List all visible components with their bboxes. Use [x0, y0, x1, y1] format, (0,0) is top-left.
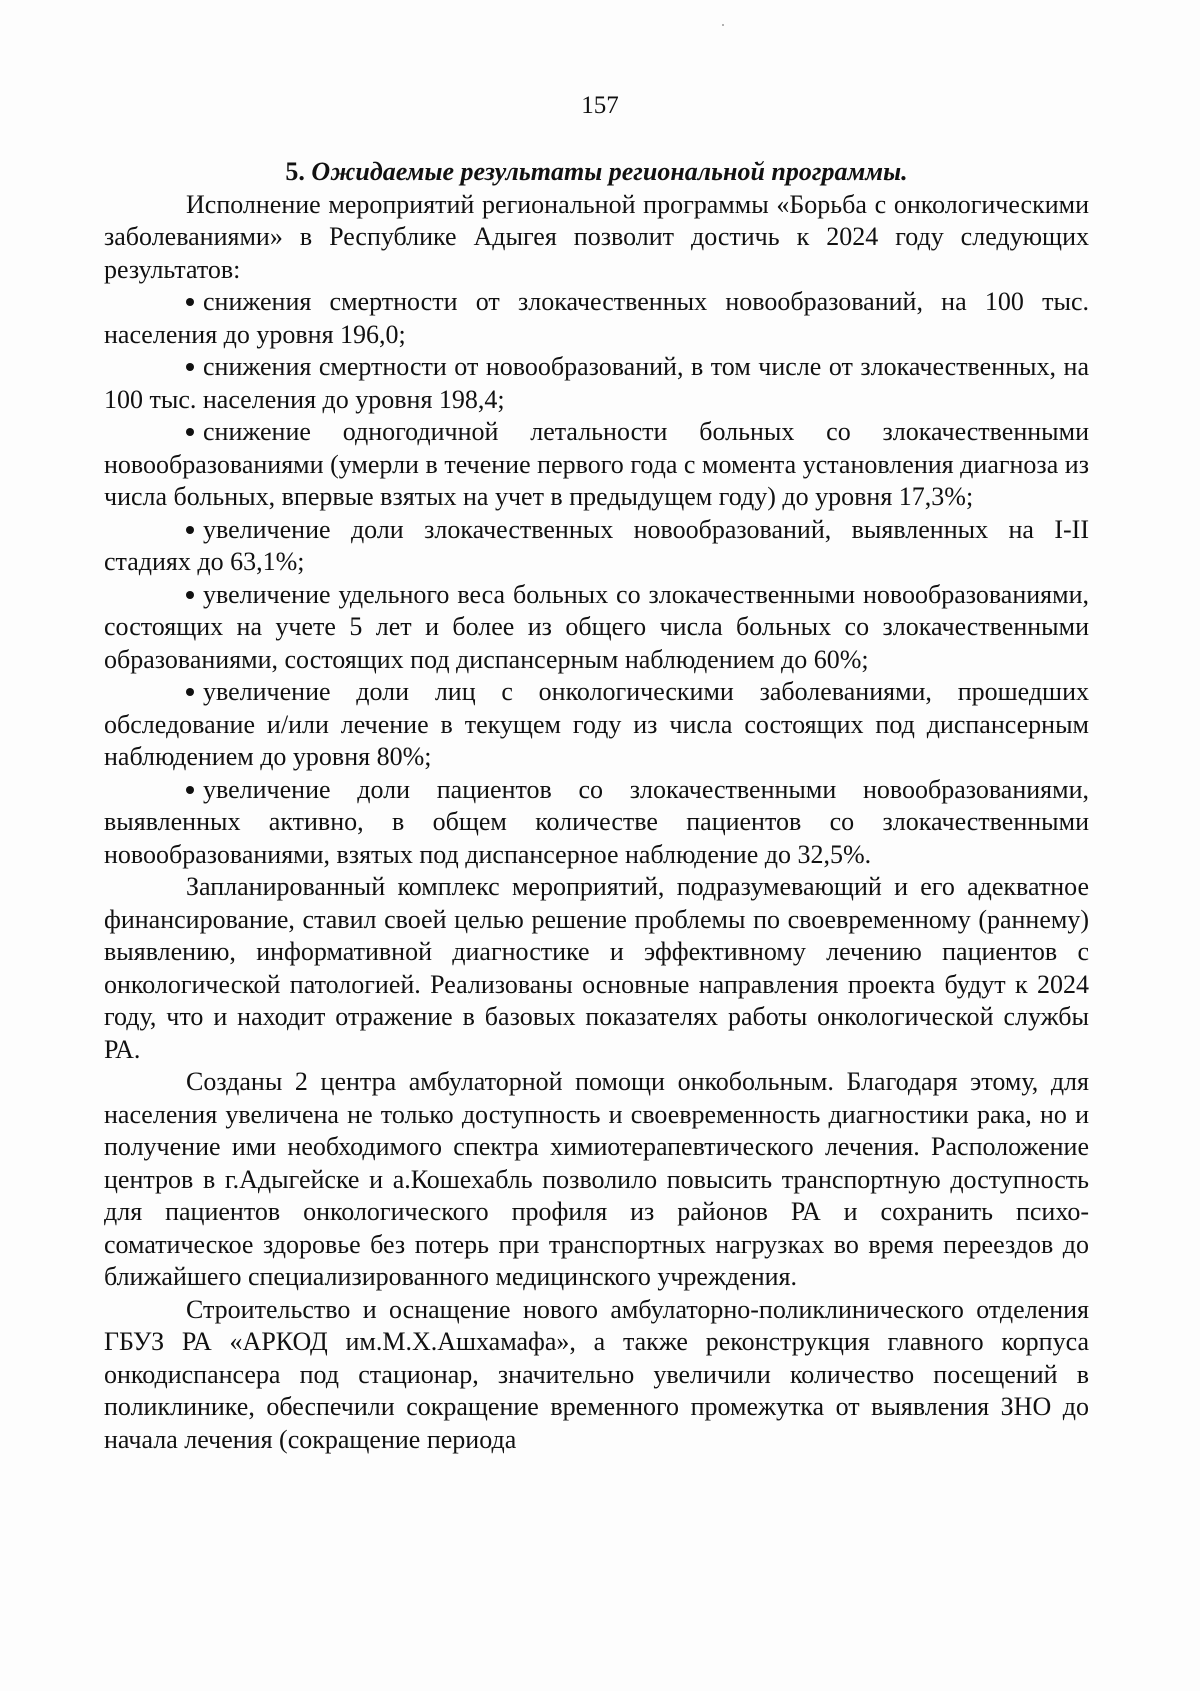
list-item	[104, 676, 1089, 774]
bullet-icon	[186, 591, 194, 599]
list-item-text: снижения смертности от новообразований, в том числе от злокачественных, на 100 тыс. населения до уровня 198,4;	[104, 352, 1089, 414]
list-item-text: увеличение удельного веса больных со злокачественными новообразованиями, состоящих на учете 5 лет и более из общего числа больных со злокачественными образованиями, состоящих под диспансерным наблюдением до 60%;	[104, 579, 1089, 674]
list-item-text: увеличение доли злокачественных новообразований, выявленных на I-II стадиях до 63,1%;	[104, 514, 1089, 576]
document-body	[104, 156, 1089, 1456]
list-item-text: снижения смертности от злокачественных новообразований, на 100 тыс. населения до уровня 196,0;	[104, 287, 1089, 349]
list-item-text: снижение одногодичной летальности больных со злокачественными новообразованиями (умерли в течение первого года с момента установления диагноза из числа больных, впервые взятых на учет в предыдущем году) до уровня 17,3%;	[104, 417, 1089, 511]
list-item	[104, 514, 1089, 579]
bullet-icon	[186, 298, 194, 306]
list-item	[104, 579, 1089, 677]
bullet-icon	[186, 688, 194, 696]
list-item	[104, 774, 1089, 872]
bullet-icon	[186, 363, 194, 371]
section-title: Ожидаемые результаты региональной программы.	[311, 157, 908, 186]
list-item	[104, 416, 1089, 514]
bullet-icon	[186, 428, 194, 436]
results-list	[104, 286, 1089, 871]
page-number: 157	[581, 92, 619, 119]
section-number: 5.	[285, 157, 305, 186]
body-paragraph: Запланированный комплекс мероприятий, подразумевающий и его адекватное финансирование, ставил своей целью решение проблемы по своевременному (раннему) выявлению, информативной диагностике и эффективному лечению пациентов с онкологической патологией. Реализованы основные направления проекта будут к 2024 году, что и находит отражение в базовых показателях работы онкологической службы РА.	[104, 872, 1089, 1064]
list-item-text: увеличение доли лиц с онкологическими заболеваниями, прошедших обследование и/или лечение в текущем году из числа состоящих под диспансерным наблюдением до уровня 80%;	[104, 677, 1089, 771]
list-item-text: увеличение доли пациентов со злокачественными новообразованиями, выявленных активно, в общем количестве пациентов со злокачественными новообразованиями, взятых под диспансерное наблюдение до 32,5%.	[104, 774, 1089, 869]
body-paragraph: Строительство и оснащение нового амбулаторно-поликлинического отделения ГБУЗ РА «АРКОД им.М.Х.Ашхамафа», а также реконструкция главного корпуса онкодиспансера под стационар, значительно увеличили количество посещений в поликлинике, обеспечили сокращение временного промежутка от выявления ЗНО до начала лечения (сокращение периода	[104, 1294, 1089, 1454]
intro-paragraph: Исполнение мероприятий региональной программы «Борьба с онкологическими заболеваниями» в Республике Адыгея позволит достичь к 2024 году следующих результатов:	[104, 189, 1089, 284]
list-item	[104, 286, 1089, 351]
scan-speck	[722, 24, 724, 26]
list-item	[104, 351, 1089, 416]
body-paragraph: Созданы 2 центра амбулаторной помощи онкобольным. Благодаря этому, для населения увеличена не только доступность и своевременность диагностики рака, но и получение ими необходимого спектра химиотерапевтического лечения. Расположение центров в г.Адыгейске и а.Кошехабль позволило повысить транспортную доступность для пациентов онкологического профиля из районов РА и сохранить психо-соматическое здоровье без потерь при транспортных нагрузках во время переездов до ближайшего специализированного медицинского учреждения.	[104, 1067, 1089, 1291]
bullet-icon	[186, 526, 194, 534]
section-heading	[104, 156, 1089, 189]
bullet-icon	[186, 786, 194, 794]
